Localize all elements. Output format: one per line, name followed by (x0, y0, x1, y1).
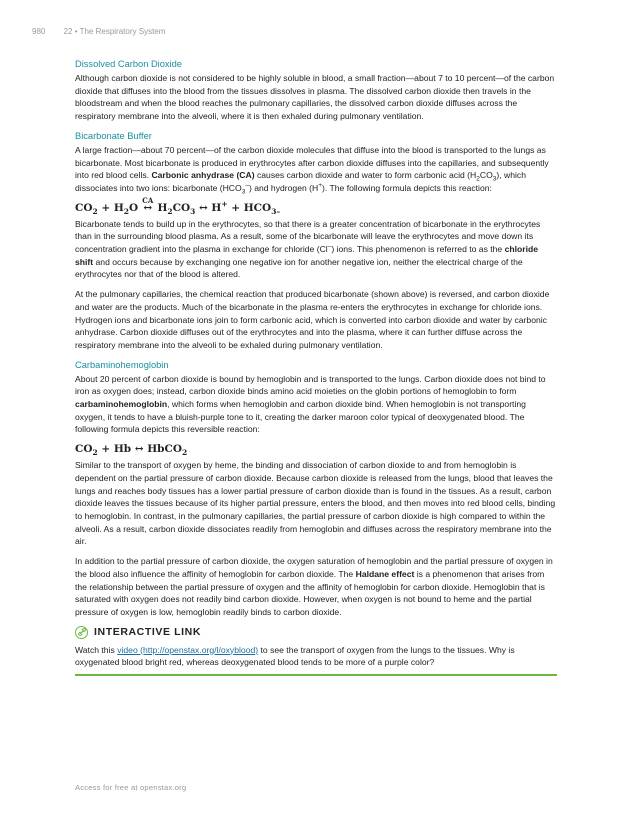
section-carbaminohemoglobin (75, 359, 557, 619)
paragraph: Bicarbonate tends to build up in the erythrocytes, so that there is a greater concentration of bicarbonate in the erythrocytes than in the surrounding blood plasma. As a result, some of the bicarbonate will leave the erythrocytes and move down its concentration gradient into the plasma in exchange for chloride (Cl–) ions. This phenomenon is referred to as the chloride shift and occurs because by exchanging one negative ion for another negative ion, neither the electrical charge of the erythrocytes nor that of the blood is altered. (75, 218, 541, 280)
section-bicarbonate-buffer (75, 130, 557, 352)
paragraph: Similar to the transport of oxygen by heme, the binding and dissociation of carbon dioxide to and from hemoglobin is dependent on the partial pressure of carbon dioxide. Because carbon dioxide is released from the lungs, blood that leaves the lungs and reaches body tissues has a lower partial pressure of carbon dioxide than is found in the tissues. As a result, carbon dioxide leaves the tissues because of its higher partial pressure, enters the blood, and then moves into red blood cells, binding to hemoglobin. In contrast, in the pulmonary capillaries, the partial pressure of carbon dioxide is high compared to within the alveoli. As a result, carbon dioxide dissociates readily from hemoglobin and diffuses across the respiratory membrane into the air. (75, 460, 556, 547)
section-heading: Carbaminohemoglobin (75, 359, 169, 370)
paragraph: At the pulmonary capillaries, the chemical reaction that produced bicarbonate (shown above) is reversed, and carbon dioxide and water are the products. Much of the bicarbonate in the plasma re-enters the erythrocytes in exchange for chloride ions. Hydrogen ions and bicarbonate ions join to form carbonic acid, which is converted into carbon dioxide and water by carbonic anhydrase. Carbon dioxide diffuses out of the erythrocytes and into the plasma, where it can further diffuse across the respiratory membrane into the alveoli to be exhaled during pulmonary ventilation. (75, 289, 550, 350)
paragraph: In addition to the partial pressure of carbon dioxide, the oxygen saturation of hemoglobin and the partial pressure of oxygen in the blood also influence the affinity of hemoglobin for carbon dioxide. The Haldane effect is a phenomenon that arises from the relationship between the partial pressure of oxygen and the affinity of hemoglobin for carbon dioxide. Hemoglobin that is saturated with oxygen does not readily bind carbon dioxide. However, when oxygen is not bound to heme and the partial pressure of oxygen is low, hemoglobin readily binds to carbon dioxide. (75, 556, 553, 617)
section-heading: Dissolved Carbon Dioxide (75, 59, 182, 69)
term-carbonic-anhydrase: Carbonic anhydrase (CA) (151, 170, 255, 181)
link-icon (75, 626, 88, 639)
term-haldane-effect: Haldane effect (355, 568, 415, 579)
video-link[interactable]: video (http://openstax.org/l/oxyblood) (117, 644, 259, 655)
page-footer: Access for free at openstax.org (75, 783, 187, 792)
term-carbaminohemoglobin: carbaminohemoglobin (75, 399, 168, 410)
formula-carbaminohemoglobin: $CO_2 + Hb$ ↔ HbCO$_2$ (75, 443, 188, 458)
paragraph: About 20 percent of carbon dioxide is bound by hemoglobin and is transported to the lungs. Carbon dioxide does not bind to iron as oxygen does; instead, carbon dioxide binds amino acid moieties on the globin portions of hemoglobin to form carbaminohemoglobin, which forms when hemoglobin and carbon dioxide bind. When hemoglobin is not transporting oxygen, it tends to have a bluish-purple tone to it, creating the darker maroon color typical of deoxygenated blood. The following formula depicts this reversible reaction: (75, 373, 546, 435)
page-content (75, 58, 557, 676)
paragraph: Although carbon dioxide is not considered to be highly soluble in blood, a small fraction—about 7 to 10 percent—of the carbon dioxide that diffuses into the blood from the tissues dissolves in plasma. The dissolved carbon dioxide then travels in the bloodstream and when the blood reaches the pulmonary capillaries, the dissolved carbon dioxide diffuses across the respiratory membrane into the alveoli, where it is then exhaled during pulmonary ventilation. (75, 73, 555, 122)
interactive-link-text: Watch this video (http://openstax.org/l/oxyblood) to see the transport of oxygen from the lungs to the tissues. Why is oxygenated blood bright red, whereas deoxygenated blood tends to be more of a purple color? (75, 644, 515, 668)
formula-bicarbonate: $CO_2 + H_2O$ CA ↔ $H_2CO_3$ ↔ $H^+ + HCO_{3-}$ (75, 195, 281, 216)
catalyst-label: CA (142, 195, 154, 205)
interactive-link-header (75, 626, 557, 639)
section-dissolved-co2 (75, 58, 557, 123)
section-heading: Bicarbonate Buffer (75, 130, 152, 141)
chapter-title: 22 • The Respiratory System (63, 27, 166, 36)
interactive-link-box (75, 626, 557, 676)
page-number: 980 (32, 27, 46, 36)
page-header (32, 27, 165, 36)
green-divider (75, 674, 557, 676)
term-chloride-shift: chloride shift (75, 244, 539, 267)
interactive-link-title: INTERACTIVE LINK (94, 625, 202, 638)
paragraph: A large fraction—about 70 percent—of the carbon dioxide molecules that diffuse into the blood is transported to the lungs as bicarbonate. Most bicarbonate is produced in erythrocytes after carbon dioxide diffuses into the capillaries, and subsequently into red blood cells. Carbonic anhydrase (CA) causes carbon dioxide and water to form carbonic acid $(H_2CO_3)$, which dissociates into two ions: bicarbonate $(HCO_3^-)$ and hydrogen (H+). The following formula depicts this reaction: (75, 144, 549, 196)
